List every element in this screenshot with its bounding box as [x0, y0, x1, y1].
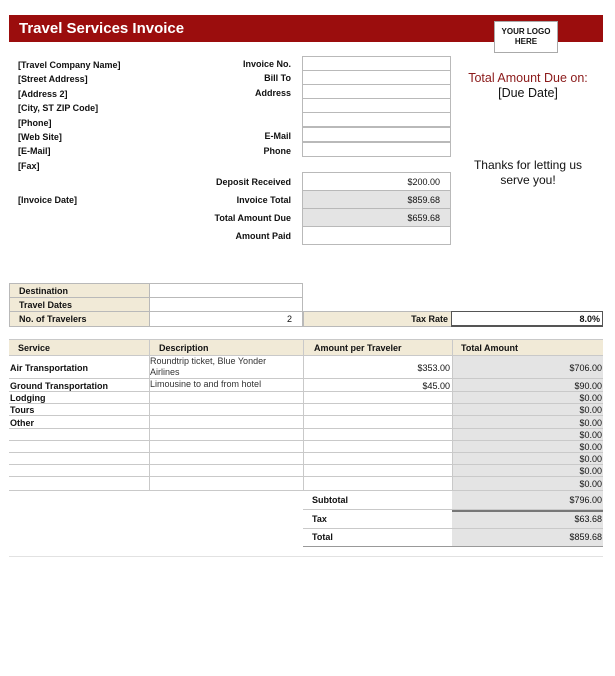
thanks-line-2: serve you! [500, 173, 556, 187]
tax-cell [452, 510, 603, 528]
table-row [9, 477, 603, 491]
invoice-total-label: Invoice Total [236, 195, 291, 205]
row-service[interactable]: Air Transportation [10, 362, 89, 373]
table-row [9, 441, 603, 453]
services-header [9, 339, 603, 356]
destination-label-cell [9, 283, 150, 298]
travel-dates-label-cell [9, 297, 150, 312]
row-service[interactable]: Tours [10, 405, 35, 415]
amount-paid-field[interactable] [302, 226, 451, 245]
company-address2: [Address 2] [18, 88, 68, 99]
row-total-amount: $0.00 [579, 454, 602, 464]
table-row [9, 453, 603, 465]
row-amount-per-traveler[interactable]: $45.00 [422, 380, 450, 391]
page-bottom-divider [9, 556, 603, 557]
email-label: E-Mail [264, 131, 291, 141]
travelers-value: 2 [286, 314, 292, 324]
company-website: [Web Site] [18, 132, 62, 143]
row-total-amount: $0.00 [579, 393, 602, 403]
logo-placeholder [494, 21, 558, 53]
travelers-field[interactable] [149, 311, 303, 327]
table-row [9, 404, 603, 416]
row-description-line: Limousine to and from hotel [150, 379, 262, 389]
amount-paid-label: Amount Paid [235, 231, 291, 241]
invoice-total-value: $859.68 [407, 195, 440, 205]
row-description-line: Airlines [150, 367, 180, 377]
row-description[interactable] [150, 356, 266, 378]
bill-to-label: Bill To [264, 73, 291, 83]
address-field-2[interactable] [302, 98, 451, 113]
travel-dates-field[interactable] [149, 297, 303, 312]
total-value: $859.68 [569, 532, 602, 542]
tax-rate-label-cell [303, 311, 452, 327]
row-description-line: Roundtrip ticket, Blue Yonder [150, 356, 267, 366]
tax-row [303, 510, 603, 529]
address-label: Address [254, 88, 291, 98]
row-total-amount: $0.00 [579, 405, 602, 415]
logo-text-line-1: YOUR LOGO [501, 27, 551, 36]
row-total-amount: $0.00 [579, 430, 602, 440]
invoice-title: Travel Services Invoice [19, 20, 185, 37]
travelers-label-cell [9, 311, 150, 327]
due-date: [Due Date] [498, 86, 558, 100]
email-field[interactable] [302, 127, 451, 142]
destination-label: Destination [19, 286, 69, 296]
row-total-amount: $0.00 [579, 479, 602, 489]
destination-field[interactable] [149, 283, 303, 298]
table-row [9, 465, 603, 477]
bill-to-field[interactable] [302, 70, 451, 85]
table-row [9, 392, 603, 404]
row-amount-per-traveler[interactable]: $353.00 [417, 362, 450, 373]
table-row [9, 356, 603, 379]
phone-label: Phone [263, 146, 291, 156]
row-service[interactable]: Ground Transportation [10, 380, 108, 391]
subtotal-label: Subtotal [312, 495, 348, 505]
logo-text-line-2: HERE [514, 37, 538, 46]
invoice-no-label: Invoice No. [242, 59, 291, 69]
company-email: [E-Mail] [18, 146, 51, 157]
total-label: Total [312, 532, 333, 542]
table-row [9, 429, 603, 441]
company-city: [City, ST ZIP Code] [18, 103, 99, 114]
total-due-label: Total Amount Due [214, 213, 291, 223]
total-due-field [302, 208, 451, 227]
row-total-amount: $0.00 [579, 417, 602, 428]
total-row [303, 529, 603, 547]
row-total-amount: $0.00 [579, 442, 602, 452]
row-service[interactable]: Lodging [10, 393, 46, 403]
company-info [18, 58, 121, 173]
deposit-value: $200.00 [407, 177, 440, 187]
deposit-field[interactable] [302, 172, 451, 191]
table-row [9, 416, 603, 429]
subtotal-cell [452, 491, 603, 509]
invoice-no-field[interactable] [302, 56, 451, 71]
travel-dates-label: Travel Dates [19, 300, 73, 310]
thanks-line-1: Thanks for letting us [473, 158, 583, 172]
subtotal-row [303, 491, 603, 510]
address-field-1[interactable] [302, 84, 451, 99]
row-service[interactable]: Other [10, 417, 35, 428]
tax-rate-label: Tax Rate [411, 314, 448, 324]
total-cell [452, 529, 603, 546]
table-row [9, 379, 603, 392]
travelers-label: No. of Travelers [19, 314, 87, 324]
due-label: Total Amount Due on: [468, 71, 588, 85]
company-fax: [Fax] [18, 160, 40, 171]
total-due-value: $659.68 [407, 213, 440, 223]
tax-rate-value: 8.0% [579, 314, 600, 324]
header-service: Service [18, 343, 51, 353]
tax-label: Tax [312, 514, 327, 524]
header-total-amount: Total Amount [461, 343, 518, 353]
header-amount-per-traveler: Amount per Traveler [314, 343, 402, 353]
row-description[interactable] [150, 379, 261, 390]
phone-field[interactable] [302, 142, 451, 157]
due-block [458, 71, 598, 101]
thanks-message [458, 158, 598, 188]
address-field-3[interactable] [302, 112, 451, 127]
company-street: [Street Address] [18, 74, 88, 85]
deposit-label: Deposit Received [215, 177, 291, 187]
subtotal-value: $796.00 [569, 495, 602, 505]
company-name: [Travel Company Name] [18, 60, 121, 70]
tax-value: $63.68 [574, 514, 602, 524]
row-total-amount: $706.00 [569, 362, 602, 373]
row-total-amount: $0.00 [579, 466, 602, 476]
row-total-amount: $90.00 [574, 380, 602, 391]
company-phone: [Phone] [18, 117, 52, 128]
header-description: Description [159, 343, 209, 353]
invoice-total-field [302, 190, 451, 209]
tax-rate-field[interactable] [451, 311, 603, 327]
invoice-date: [Invoice Date] [18, 195, 78, 205]
